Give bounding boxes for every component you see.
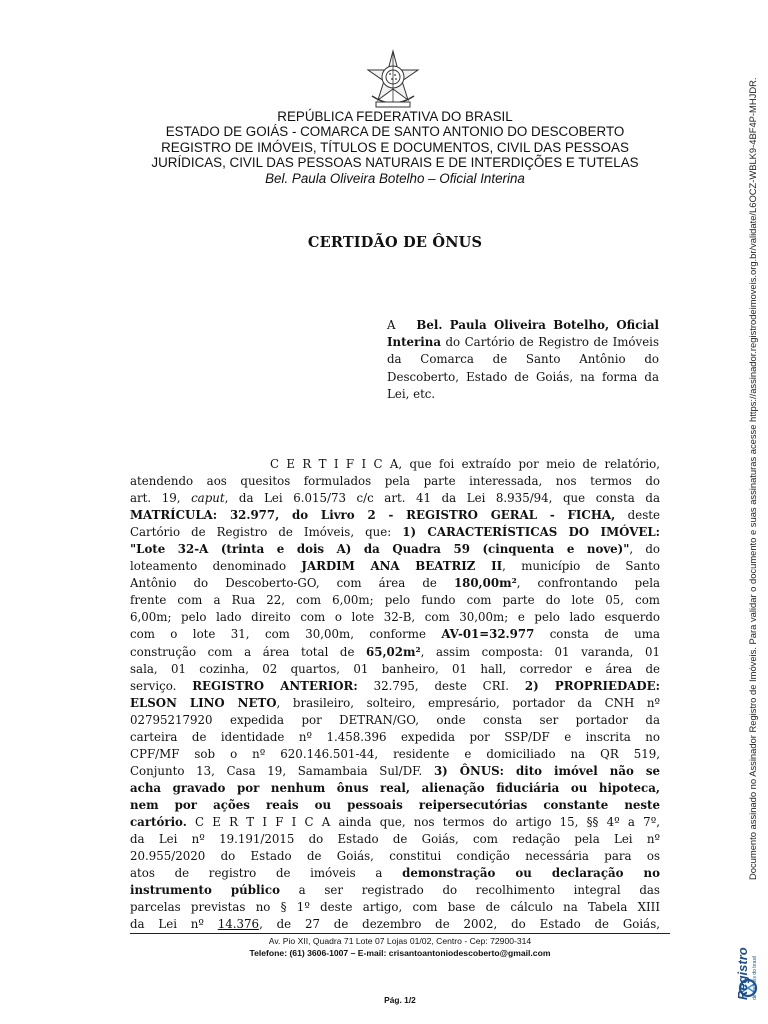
intro-article: A: [387, 318, 396, 332]
body-line: CPF/MF sob o nº 620.146.501-44, residente e domiciliado na QR 519,: [130, 746, 660, 761]
body-line: atendendo aos quesitos formulados pela parte interessada, nos termos do: [130, 474, 660, 489]
body-line: frente com a Rua 22, com 6,00m; pelo fundo com parte do lote 05, com: [130, 593, 660, 608]
footer-address: Av. Pio XII, Quadra 71 Lote 07 Lojas 01/02, Centro - Cep: 72900-314: [268, 936, 532, 946]
page-footer: [130, 935, 670, 959]
header-republic: REPÚBLICA FEDERATIVA DO BRASIL: [277, 109, 513, 124]
body-line: "Lote 32-A (trinta e dois A) da Quadra 59 (cinquenta e nove)", do: [130, 542, 660, 557]
body-line: atos de registro de imóveis a demonstração ou declaração no: [130, 866, 660, 881]
coat-of-arms-icon: [362, 48, 424, 110]
page-number: Pág. 1/2: [384, 995, 416, 1005]
header-officer: Bel. Paula Oliveira Botelho – Oficial Interina: [265, 170, 525, 186]
body-line: art. 19, caput, da Lei 6.015/73 c/c art. 41 da Lei 8.935/94, que consta da: [130, 491, 660, 506]
body-line: C E R T I F I C A, que foi extraído por meio de relatório,: [270, 457, 660, 471]
body-line: construção com a área total de 65,02m², assim composta: 01 varanda, 01: [130, 644, 660, 659]
footer-contact: Telefone: (61) 3606-1007 – E-mail: crisantoantoniodescoberto@gmail.com: [249, 948, 551, 958]
body-line: 6,00m; pelo lado direito com o lote 32-B, com 30,00m; e pelo lado esquerdo: [130, 610, 660, 625]
body-line: Cartório de Registro de Imóveis, que: 1) CARACTERÍSTICAS DO IMÓVEL:: [130, 525, 660, 540]
body-line: ELSON LINO NETO, brasileiro, solteiro, empresário, portador da CNH nº: [130, 695, 660, 710]
validation-note: Documento assinado no Assinador Registro de Imóveis. Para validar o documento e suas assinaturas acesse https://assinador.registrodeimoveis.org.br/validate/L6OCZ-WBLK9-4BF4P-MHJDR.: [747, 77, 758, 880]
body-line: parcelas previstas no § 1º deste artigo, com base de cálculo na Tabela XIII: [130, 900, 660, 915]
document-title: CERTIDÃO DE ÔNUS: [307, 234, 483, 251]
intro-officer-name: Bel. Paula Oliveira Botelho, Oficial Interina: [387, 318, 659, 350]
intro-paragraph: [387, 317, 659, 403]
certificate-body: [130, 456, 660, 933]
registry-header: [130, 109, 660, 186]
intro-text: do Cartório de Registro de Imóveis da Comarca de Santo Antônio do Descoberto, Estado de Goiás, na forma da Lei, etc.: [387, 335, 659, 401]
body-line: loteamento denominado JARDIM ANA BEATRIZ II, município de Santo: [130, 559, 660, 574]
body-line: MATRÍCULA: 32.977, do Livro 2 - REGISTRO GERAL - FICHA, deste: [130, 508, 660, 523]
body-line: 02795217920 expedida por DETRAN/GO, onde consta ser portador da: [130, 712, 660, 727]
body-line: carteira de identidade nº 1.458.396 expedida por SSP/DF e inscrita no: [130, 729, 660, 744]
body-line: com o lote 31, com 30,00m, conforme AV-01=32.977 consta de uma: [130, 627, 660, 642]
header-registry: REGISTRO DE IMÓVEIS, TÍTULOS E DOCUMENTOS, CIVIL DAS PESSOAS: [161, 139, 629, 155]
body-line: Conjunto 13, Casa 19, Samambaia Sul/DF. 3) ÔNUS: dito imóvel não se: [130, 763, 660, 778]
seal-wordmark: Registro: [735, 947, 750, 1000]
body-line: da Lei nº 14.376, de 27 de dezembro de 2002, do Estado de Goiás,: [130, 917, 660, 932]
body-line: acha gravado por nenhum ônus real, alienação fiduciária ou hipoteca,: [130, 780, 660, 795]
footer-divider: [130, 933, 670, 934]
seal-subtitle: de imóveis do brasil: [752, 955, 758, 1000]
body-line: serviço. REGISTRO ANTERIOR: 32.795, deste CRI. 2) PROPRIEDADE:: [130, 678, 660, 693]
body-line: da Lei nº 19.191/2015 do Estado de Goiás, com redação pela Lei nº: [130, 832, 660, 847]
body-line: nem por ações reais ou pessoais reipersecutórias constante neste: [130, 797, 660, 812]
body-line: cartório. C E R T I F I C A ainda que, nos termos do artigo 15, §§ 4º a 7º,: [130, 814, 660, 829]
header-state: ESTADO DE GOIÁS - COMARCA DE SANTO ANTONIO DO DESCOBERTO: [165, 124, 625, 140]
body-line: instrumento público a ser registrado do recolhimento integral das: [130, 883, 660, 898]
body-line: sala, 01 cozinha, 02 quartos, 01 banheiro, 01 hall, corredor e área de: [130, 661, 660, 676]
body-line: Antônio do Descoberto-GO, com área de 180,00m², confrontando pela: [130, 576, 660, 591]
header-registry-cont: JURÍDICAS, CIVIL DAS PESSOAS NATURAIS E DE INTERDIÇÕES E TUTELAS: [151, 155, 639, 171]
body-line: 20.955/2020 do Estado de Goiás, constitui condição necessária para os: [130, 849, 660, 864]
